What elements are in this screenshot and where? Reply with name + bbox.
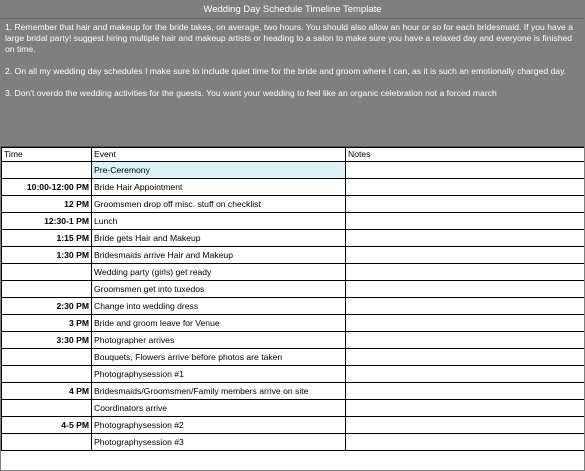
notes-cell[interactable] [346,434,585,451]
time-cell[interactable] [2,281,92,298]
table-row [2,417,585,434]
tip-1: 1. Remember that hair and makeup for the bride takes, on average, two hours. You should also allow an hour or so for each bridesmaid. If you have a large bridal party! suggest hiring multiple hair and makeup artists or heading to a salon to make sure you have a relaxed day and everyone is finished on time. [5,22,573,54]
sheet-title[interactable]: Wedding Day Schedule Timeline Template [1,1,584,19]
time-cell[interactable]: 4-5 PM [2,417,92,434]
table-row [2,162,585,179]
event-cell[interactable]: Wedding party (girls) get ready [92,264,346,281]
event-cell[interactable]: Bouquets, Flowers arrive before photos are taken [92,349,346,366]
notes-cell[interactable] [346,298,585,315]
time-cell[interactable] [2,366,92,383]
table-row [2,383,585,400]
time-cell[interactable]: 2:30 PM [2,298,92,315]
tip-2: 2. On all my wedding day schedules I make sure to include quiet time for the bride and groom where I can, as it is such an emotionally charged day. [5,66,567,76]
table-row [2,247,585,264]
time-cell[interactable]: 4 PM [2,383,92,400]
time-header[interactable]: Time [2,148,92,162]
time-cell[interactable]: 3:30 PM [2,332,92,349]
notes-cell[interactable] [346,349,585,366]
time-cell[interactable]: 12 PM [2,196,92,213]
event-cell[interactable]: Groomsmen get into tuxedos [92,281,346,298]
notes-cell[interactable] [346,281,585,298]
event-cell[interactable]: Photographysession #1 [92,366,346,383]
event-cell[interactable]: Lunch [92,213,346,230]
event-cell[interactable]: Photographysession #3 [92,434,346,451]
notes-cell[interactable] [346,400,585,417]
notes-cell[interactable] [346,213,585,230]
event-header[interactable]: Event [92,148,346,162]
notes-cell[interactable] [346,383,585,400]
time-cell[interactable] [2,349,92,366]
event-cell[interactable]: Bridesmaids/Groomsmen/Family members arrive on site [92,383,346,400]
table-row [2,434,585,451]
event-cell[interactable]: Photographer arrives [92,332,346,349]
table-row [2,315,585,332]
notes-cell[interactable] [346,366,585,383]
event-cell[interactable]: Bride and groom leave for Venue [92,315,346,332]
event-cell[interactable]: Pre-Ceremony [92,162,346,179]
time-cell[interactable] [2,434,92,451]
event-cell[interactable]: Coordinators arrive [92,400,346,417]
time-cell[interactable]: 1:30 PM [2,247,92,264]
time-cell[interactable]: 1:15 PM [2,230,92,247]
schedule-body [2,162,585,451]
table-row [2,196,585,213]
table-row [2,281,585,298]
time-cell[interactable]: 10:00-12:00 PM [2,179,92,196]
notes-cell[interactable] [346,332,585,349]
table-row [2,230,585,247]
notes-cell[interactable] [346,196,585,213]
time-cell[interactable] [2,162,92,179]
schedule-table [1,147,585,451]
table-row [2,349,585,366]
time-cell[interactable] [2,400,92,417]
notes-cell[interactable] [346,417,585,434]
event-cell[interactable]: Groomsmen drop off misc. stuff on checklist [92,196,346,213]
notes-header[interactable]: Notes [346,148,585,162]
time-cell[interactable]: 3 PM [2,315,92,332]
notes-cell[interactable] [346,247,585,264]
event-cell[interactable]: Bride Hair Appointment [92,179,346,196]
table-row [2,264,585,281]
table-row [2,213,585,230]
time-cell[interactable]: 12:30-1 PM [2,213,92,230]
tips-box[interactable] [1,19,584,147]
notes-cell[interactable] [346,264,585,281]
table-row [2,366,585,383]
table-row [2,179,585,196]
notes-cell[interactable] [346,315,585,332]
table-row [2,400,585,417]
table-row [2,298,585,315]
notes-cell[interactable] [346,179,585,196]
event-cell[interactable]: Photographysession #2 [92,417,346,434]
time-cell[interactable] [2,264,92,281]
event-cell[interactable]: Bride gets Hair and Makeup [92,230,346,247]
event-cell[interactable]: Change into wedding dress [92,298,346,315]
notes-cell[interactable] [346,230,585,247]
header-row [2,148,585,162]
tip-3: 3. Don't overdo the wedding activities for the guests. You want your wedding to feel like an organic celebration not a forced march [5,88,497,98]
table-row [2,332,585,349]
event-cell[interactable]: Bridesmaids arrive Hair and Makeup [92,247,346,264]
notes-cell[interactable] [346,162,585,179]
